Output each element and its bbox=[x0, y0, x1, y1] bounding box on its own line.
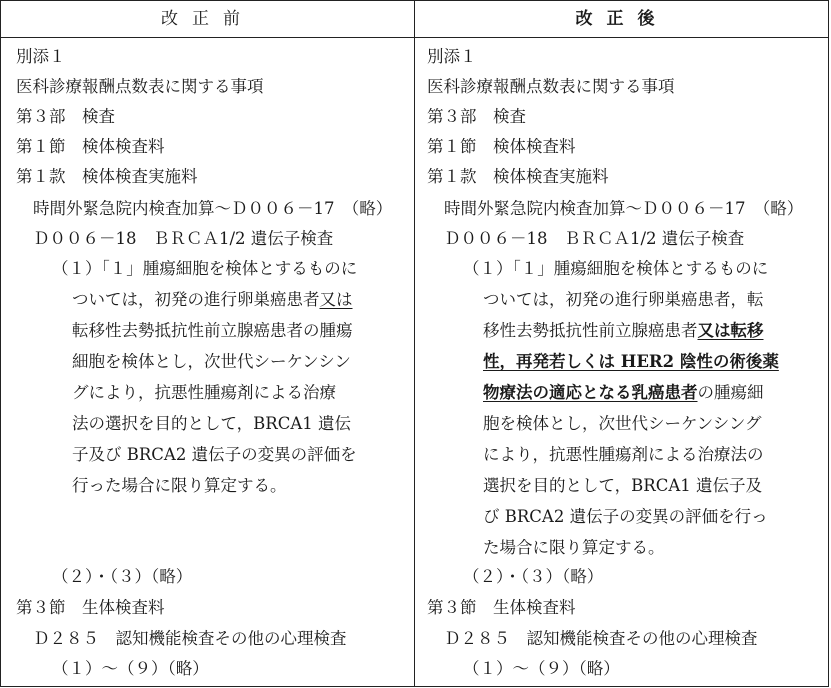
attachment-label: 別添１ bbox=[16, 47, 66, 66]
doc-title: 医科診療報酬点数表に関する事項 bbox=[427, 77, 675, 96]
item-heading: Ｄ００６－18 ＢＲＣＡ1/2 遺伝子検査 bbox=[444, 229, 745, 248]
item-heading: Ｄ２８５ 認知機能検査その他の心理検査 bbox=[33, 629, 347, 648]
item1-text: 移性去勢抵抗性前立腺癌患者又は転移 bbox=[483, 321, 764, 340]
omitted-items: （１）～（９）（略） bbox=[52, 659, 209, 678]
underlined-change: 又は bbox=[319, 290, 353, 309]
item1-text: 物療法の適応となる乳癌患者の腫瘍細 bbox=[483, 383, 764, 402]
item1-text: ついては，初発の進行卵巣癌患者，転 bbox=[483, 290, 764, 309]
item1-text: ついては，初発の進行卵巣癌患者又は bbox=[72, 290, 353, 309]
omitted-items: （１）～（９）（略） bbox=[463, 659, 620, 678]
section-heading: 第３節 生体検査料 bbox=[16, 598, 165, 617]
item1-text bbox=[483, 347, 779, 377]
doc-title: 医科診療報酬点数表に関する事項 bbox=[16, 77, 264, 96]
header-after: 改正後 bbox=[575, 9, 669, 29]
item1-text: 細胞を検体とし，次世代シーケンシン bbox=[72, 352, 351, 371]
subsection-heading: 第１款 検体検査実施料 bbox=[16, 167, 198, 186]
item1-text: （１）「１」腫瘍細胞を検体とするものに bbox=[52, 259, 358, 278]
item1-text: 行った場合に限り算定する。 bbox=[72, 476, 287, 495]
item1-text: 選択を目的として，BRCA1 遺伝子及 bbox=[483, 476, 763, 495]
item1-text: （１）「１」腫瘍細胞を検体とするものに bbox=[463, 259, 769, 278]
item1-text: 転移性去勢抵抗性前立腺癌患者の腫瘍 bbox=[72, 321, 353, 340]
omitted-items: （２）・（３）（略） bbox=[52, 567, 193, 586]
header-before: 改正前 bbox=[161, 9, 254, 29]
subsection-heading: 第１款 検体検査実施料 bbox=[427, 167, 609, 186]
underlined-change: 又は転移 bbox=[697, 321, 764, 340]
omitted-items: （２）・（３）（略） bbox=[463, 567, 604, 586]
item1-text: た場合に限り算定する。 bbox=[483, 538, 665, 557]
item-heading: Ｄ２８５ 認知機能検査その他の心理検査 bbox=[444, 629, 758, 648]
section-heading: 第１節 検体検査料 bbox=[16, 137, 165, 156]
part-heading: 第３部 検査 bbox=[427, 107, 526, 126]
section-heading: 第３節 生体検査料 bbox=[427, 598, 576, 617]
item1-text: 子及び BRCA2 遺伝子の変異の評価を bbox=[72, 445, 357, 464]
item-heading: Ｄ００６－18 ＢＲＣＡ1/2 遺伝子検査 bbox=[33, 229, 334, 248]
part-heading: 第３部 検査 bbox=[16, 107, 115, 126]
omitted-range: 時間外緊急院内検査加算～Ｄ００６－17 （略） bbox=[444, 199, 804, 218]
underlined-change: 性，再発若しくは HER2 陰性の術後薬 bbox=[483, 352, 779, 371]
item1-text: により，抗悪性腫瘍剤による治療法の bbox=[483, 445, 764, 464]
item1-text: 胞を検体とし，次世代シーケンシング bbox=[483, 414, 762, 433]
item1-text: 法の選択を目的として，BRCA1 遺伝 bbox=[72, 414, 352, 433]
item1-text: グにより，抗悪性腫瘍剤による治療 bbox=[72, 383, 336, 402]
omitted-range: 時間外緊急院内検査加算～Ｄ００６－17 （略） bbox=[33, 199, 393, 218]
attachment-label: 別添１ bbox=[427, 47, 477, 66]
underlined-change: 物療法の適応となる乳癌患者 bbox=[483, 383, 698, 402]
section-heading: 第１節 検体検査料 bbox=[427, 137, 576, 156]
column-divider bbox=[414, 1, 415, 686]
item1-text: び BRCA2 遺伝子の変異の評価を行っ bbox=[483, 507, 768, 526]
